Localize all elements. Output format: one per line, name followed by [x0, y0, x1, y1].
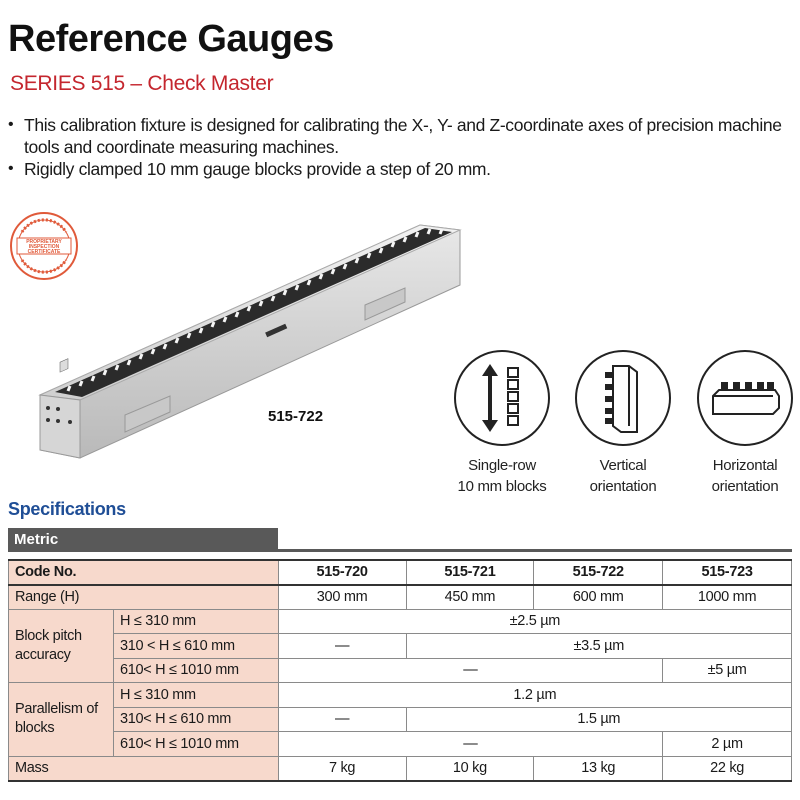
bullet-icon: •: [8, 116, 14, 133]
table-header-row: [9, 560, 792, 585]
range-cell: 1000 mm: [663, 585, 792, 610]
mass-cell: 22 kg: [663, 756, 792, 781]
code-cell: 515-722: [534, 560, 663, 585]
vertical-orientation-caption: Vertical orientation: [589, 457, 657, 495]
series-subtitle: SERIES 515 – Check Master: [10, 72, 274, 95]
value-cell: —: [278, 658, 662, 683]
specifications-heading: Specifications: [8, 499, 126, 519]
value-cell: —: [278, 707, 406, 732]
code-cell: 515-723: [663, 560, 792, 585]
feature-list: [8, 114, 793, 180]
table-row: [9, 634, 792, 659]
page-title: Reference Gauges: [8, 18, 334, 60]
parallelism-label: Parallelism of blocks: [9, 683, 114, 757]
table-row: [9, 756, 792, 781]
svg-text:CERTIFICATE: CERTIFICATE: [27, 249, 61, 255]
mass-cell: 7 kg: [278, 756, 406, 781]
range-cell: 450 mm: [406, 585, 534, 610]
condition-cell: H ≤ 310 mm: [113, 683, 278, 708]
mass-cell: 10 kg: [406, 756, 534, 781]
value-cell: ±3.5 µm: [406, 634, 792, 659]
value-cell: ±2.5 µm: [278, 609, 791, 634]
range-cell: 600 mm: [534, 585, 663, 610]
metric-divider: [8, 549, 792, 552]
specifications-table: [8, 559, 792, 782]
feature-item: [8, 114, 793, 158]
product-model-label: 515-722: [268, 408, 324, 425]
svg-text:PROPRIETARY: PROPRIETARY: [26, 239, 62, 245]
value-cell: 1.2 µm: [278, 683, 791, 708]
single-row-blocks-icon: [454, 350, 550, 446]
svg-text:INSPECTION: INSPECTION: [28, 244, 60, 250]
condition-cell: H ≤ 310 mm: [113, 609, 278, 634]
single-row-caption: Single-row 10 mm blocks: [457, 457, 547, 495]
check-master-gauge-image: [20, 210, 470, 480]
horizontal-orientation-caption: Horizontal orientation: [711, 457, 779, 495]
value-cell: 2 µm: [663, 732, 792, 757]
condition-cell: 610< H ≤ 1010 mm: [113, 658, 278, 683]
metric-tab: Metric: [8, 528, 278, 551]
table-row: [9, 732, 792, 757]
value-cell: ±5 µm: [663, 658, 792, 683]
value-cell: 1.5 µm: [406, 707, 792, 732]
value-cell: —: [278, 634, 406, 659]
value-cell: —: [278, 732, 662, 757]
table-row: [9, 585, 792, 610]
vertical-orientation-icon: [575, 350, 671, 446]
table-row: [9, 658, 792, 683]
table-row: [9, 609, 792, 634]
code-label: Code No.: [9, 560, 279, 585]
mass-cell: 13 kg: [534, 756, 663, 781]
table-row: [9, 707, 792, 732]
code-cell: 515-720: [278, 560, 406, 585]
feature-text: Rigidly clamped 10 mm gauge blocks provide a step of 20 mm.: [24, 159, 491, 179]
range-cell: 300 mm: [278, 585, 406, 610]
horizontal-orientation-icon: [697, 350, 793, 446]
condition-cell: 310< H ≤ 610 mm: [113, 707, 278, 732]
range-label: Range (H): [9, 585, 279, 610]
condition-cell: 610< H ≤ 1010 mm: [113, 732, 278, 757]
feature-text: This calibration fixture is designed for calibrating the X-, Y- and Z-coordinate axes of precision machine tools and coordinate measuring machines.: [24, 115, 782, 157]
block-pitch-label: Block pitch accuracy: [9, 609, 114, 683]
mass-label: Mass: [9, 756, 279, 781]
feature-item: [8, 158, 793, 180]
bullet-icon: •: [8, 160, 14, 177]
code-cell: 515-721: [406, 560, 534, 585]
table-row: [9, 683, 792, 708]
condition-cell: 310 < H ≤ 610 mm: [113, 634, 278, 659]
